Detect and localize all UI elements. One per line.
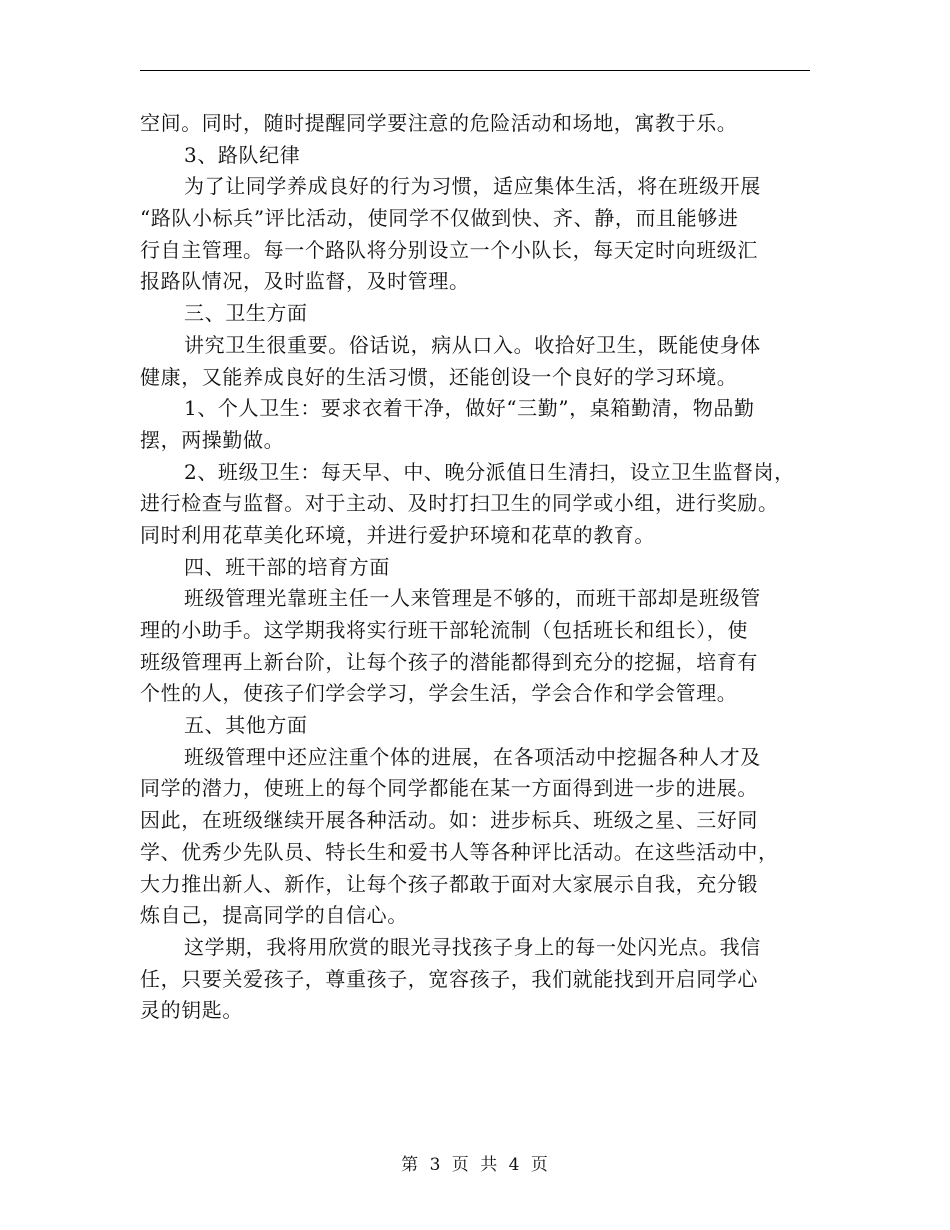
- text-line: 报路队情况，及时监督，及时管理。: [140, 269, 470, 294]
- text-line: 理的小助手。这学期我将实行班干部轮流制（包括班长和组长），使: [140, 618, 748, 642]
- text-line: 同学的潜力，使班上的每个同学都能在某一方面得到进一步的进展。: [140, 776, 758, 801]
- document-body: [140, 108, 810, 1027]
- text-line: 3、路队纪律: [184, 142, 301, 167]
- text-line: 讲究卫生很重要。俗话说，病从口入。收拾好卫生，既能使身体: [184, 332, 761, 357]
- text-line: “路队小标兵”评比活动，使同学不仅做到快、齐、静，而且能够进: [140, 206, 739, 231]
- text-line: 个性的人，使孩子们学会学习，学会生活，学会合作和学会管理。: [140, 681, 738, 706]
- text-line: 行自主管理。每一个路队将分别设立一个小队长，每天定时向班级汇: [140, 237, 758, 262]
- text-line: 学、优秀少先队员、特长生和爱书人等各种评比活动。在这些活动中，: [140, 839, 779, 864]
- text-line: 班级管理光靠班主任一人来管理是不够的，而班干部却是班级管: [184, 586, 761, 611]
- text-line: 同时利用花草美化环境，并进行爱护环境和花草的教育。: [140, 522, 655, 547]
- text-line: 三、卫生方面: [184, 301, 308, 326]
- header-rule: [140, 70, 810, 71]
- text-line: 为了让同学养成良好的行为习惯，适应集体生活，将在班级开展: [184, 174, 761, 199]
- text-line: 摆，两操勤做。: [140, 427, 285, 452]
- footer-total-suffix: 页: [530, 1155, 549, 1175]
- footer-page-prefix: 第: [401, 1155, 420, 1175]
- footer-total-pages: 4: [508, 1155, 521, 1175]
- text-line: 健康，又能养成良好的生活习惯，还能创设一个良好的学习环境。: [140, 364, 738, 389]
- text-line: 空间。同时，随时提醒同学要注意的危险活动和场地，寓教于乐。: [140, 111, 738, 135]
- footer-current-page: 3: [429, 1155, 442, 1175]
- text-line: 四、班干部的培育方面: [184, 554, 390, 579]
- text-line: 进行检查与监督。对于主动、及时打扫卫生的同学或小组，进行奖励。: [140, 491, 779, 516]
- text-line: 1、个人卫生：要求衣着干净，做好“三勤”，桌箱勤清，物品勤: [184, 396, 755, 421]
- text-line: 任，只要关爱孩子，尊重孩子，宽容孩子，我们就能找到开启同学心: [140, 966, 758, 991]
- text-line: 因此，在班级继续开展各种活动。如：进步标兵、班级之星、三好同: [140, 808, 758, 833]
- text-line: 灵的钥匙。: [140, 998, 243, 1023]
- footer-page-word: 页: [451, 1155, 470, 1175]
- text-line: 大力推出新人、新作，让每个孩子都敢于面对大家展示自我，充分锻: [140, 871, 758, 896]
- text-line: 班级管理中还应注重个体的进展，在各项活动中挖掘各种人才及: [184, 744, 761, 769]
- text-line: 这学期，我将用欣赏的眼光寻找孩子身上的每一处闪光点。我信: [184, 934, 761, 959]
- text-line: 炼自己，提高同学的自信心。: [140, 903, 408, 928]
- text-line: 班级管理再上新台阶，让每个孩子的潜能都得到充分的挖掘，培育有: [140, 649, 758, 674]
- text-line: 五、其他方面: [184, 713, 308, 738]
- footer-total-prefix: 共: [480, 1155, 499, 1175]
- page-footer: [0, 1150, 950, 1175]
- text-line: 2、班级卫生：每天早、中、晚分派值日生清扫，设立卫生监督岗，: [184, 459, 795, 484]
